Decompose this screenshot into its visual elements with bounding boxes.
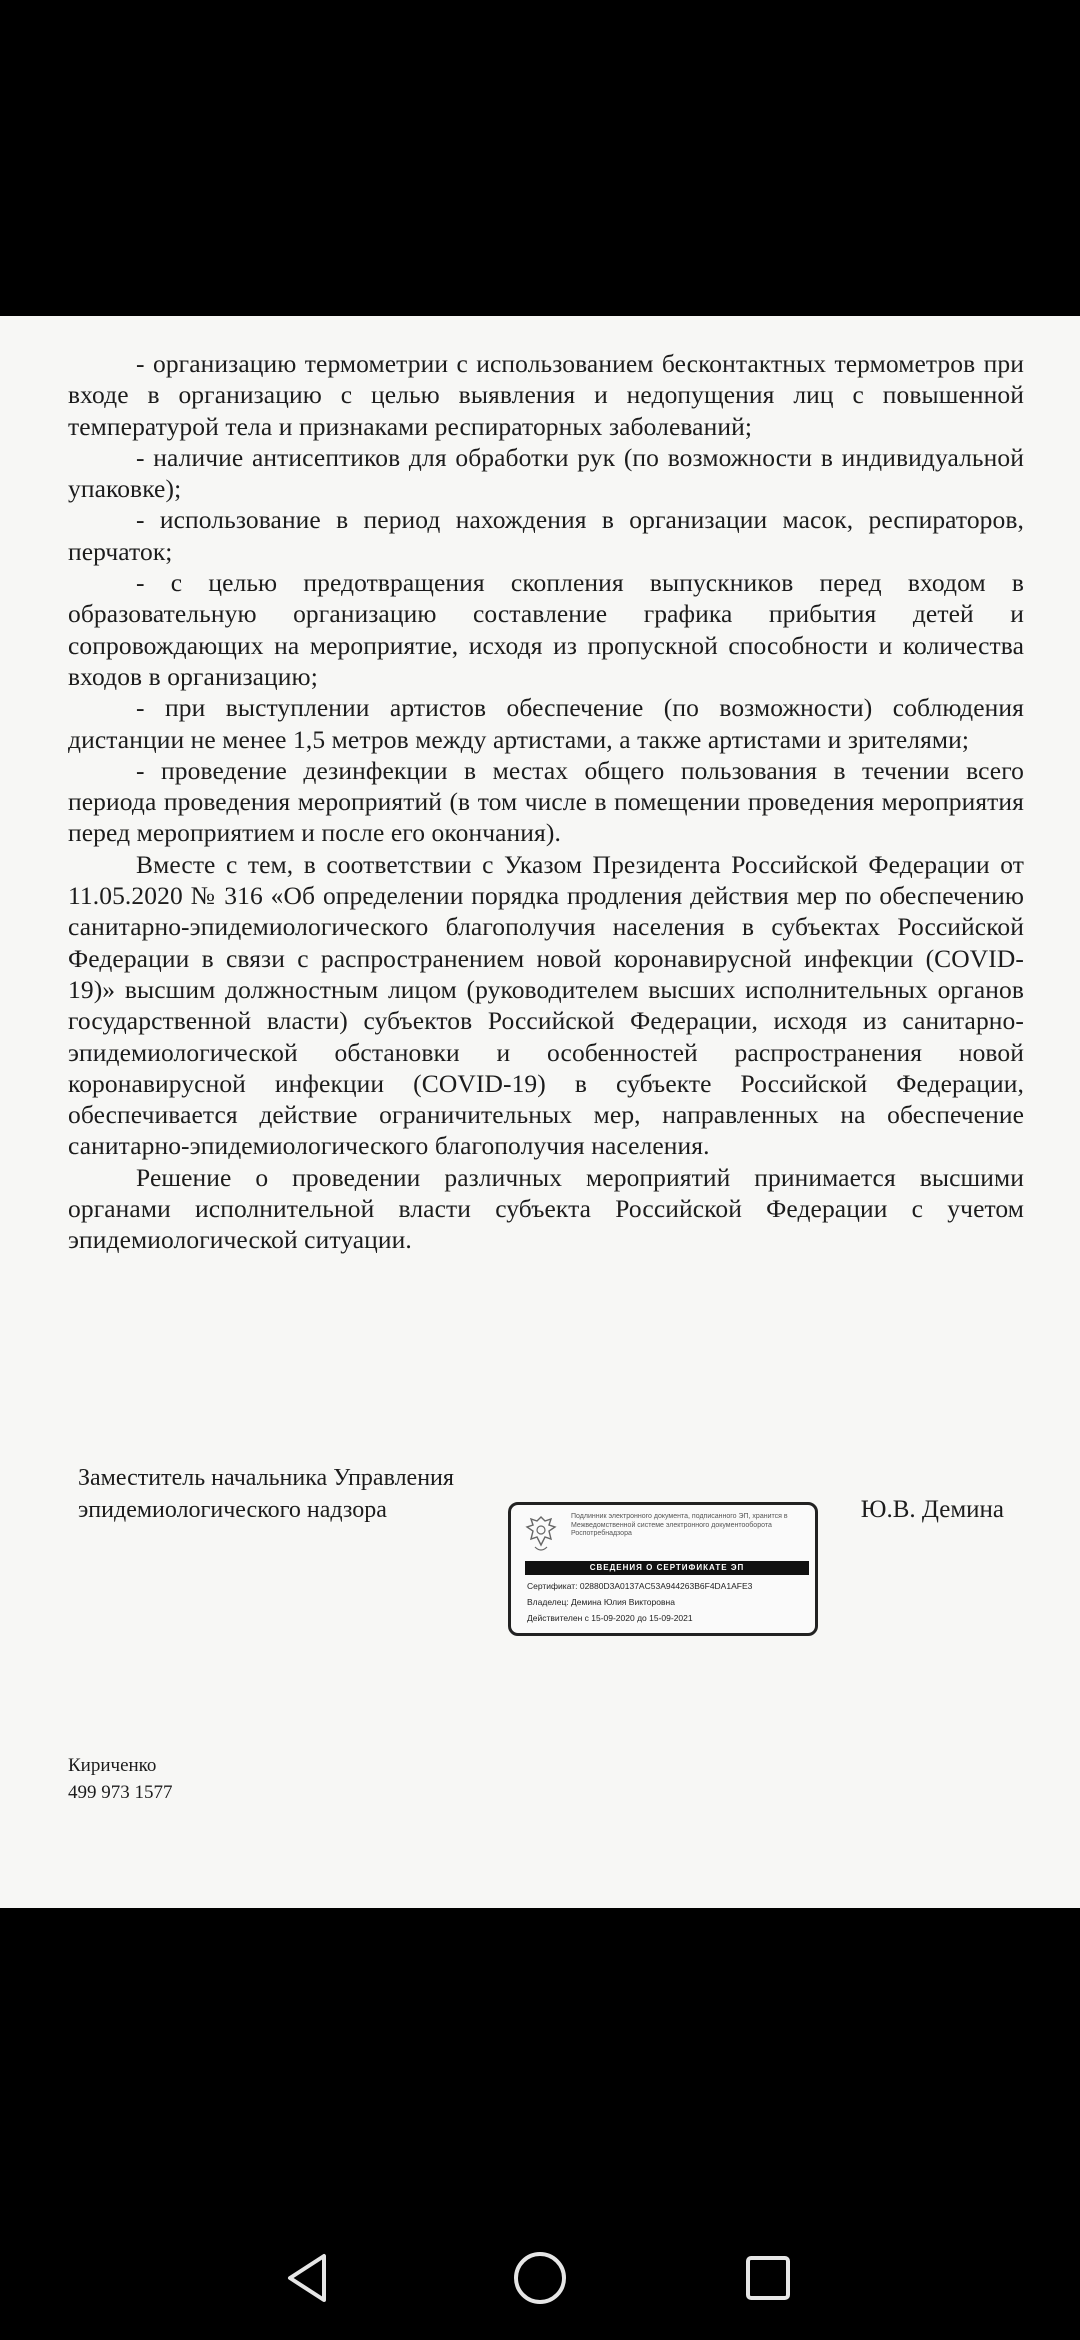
stamp-header: СВЕДЕНИЯ О СЕРТИФИКАТЕ ЭП xyxy=(525,1561,809,1575)
home-circle-icon xyxy=(512,2250,568,2306)
stamp-validity: Действителен с 15-09-2020 до 15-09-2021 xyxy=(527,1613,693,1623)
contact-name: Кириченко xyxy=(68,1755,157,1776)
stamp-note: Подлинник электронного документа, подписанного ЭП, хранится в Межведомственной системе электронного документооборота Роспотребнадзора xyxy=(571,1513,788,1537)
paragraph-thermometry: - организацию термометрии с использованием бесконтактных термометров при входе в организацию с целью выявления и недопущения лиц с повышенной температурой тела и признаками респираторных заболеваний; xyxy=(68,349,1024,441)
recents-square-icon xyxy=(744,2254,792,2302)
paragraph-disinfection: - проведение дезинфекции в местах общего пользования в течении всего периода проведения мероприятий (в том числе в помещении проведения мероприятия перед мероприятием и после его окончания). xyxy=(68,755,1024,848)
coat-of-arms-icon xyxy=(521,1513,561,1555)
top-black-area xyxy=(0,0,1080,316)
back-button[interactable] xyxy=(268,2238,348,2318)
stamp-certificate: Сертификат: 02880D3A0137AC53A944263B6F4DA1AFE3 xyxy=(527,1581,753,1591)
signatory-title-line2: эпидемиологического надзора xyxy=(78,1497,387,1523)
signatory-title xyxy=(78,1462,454,1526)
paragraph-distance: - при выступлении артистов обеспечение (по возможности) соблюдения дистанции не менее 1,5 метров между артистами, а также артистами и зрителями; xyxy=(68,693,1024,754)
paragraph-decree: Вместе с тем, в соответствии с Указом Президента Российской Федерации от 11.05.2020 № 316 «Об определении порядка продления действия мер по обеспечению санитарно-эпидемиологического благополучия населения в субъектах Российской Федерации в связи с распространением новой коронавирусной инфекции (COVID-19)» высшим должностным лицом (руководителем высших исполнительных органов государственной власти) субъектов Российской Федерации, исходя из санитарно-эпидемиологической обстановки и особенностей распространения новой коронавирусной инфекции (COVID-19) в субъекте Российской Федерации, обеспечивается действие ограничительных мер, направленных на обеспечение санитарно-эпидемиологического благополучия населения. xyxy=(68,849,1024,1161)
electronic-signature-stamp xyxy=(508,1502,818,1636)
paragraph-masks: - использование в период нахождения в организации масок, респираторов, перчаток; xyxy=(68,505,1024,566)
home-button[interactable] xyxy=(500,2238,580,2318)
signatory-title-line1: Заместитель начальника Управления xyxy=(78,1465,454,1491)
contact-phone: 499 973 1577 xyxy=(68,1782,173,1803)
paragraph-schedule: - с целью предотвращения скопления выпускников перед входом в образовательную организацию составление графика прибытия детей и сопровождающих на мероприятие, исходя из пропускной способности и количества входов в организацию; xyxy=(68,568,1024,691)
back-triangle-icon xyxy=(284,2252,332,2304)
stamp-owner: Владелец: Демина Юлия Викторовна xyxy=(527,1597,675,1607)
contact-block xyxy=(68,1752,173,1806)
paragraph-antiseptics: - наличие антисептиков для обработки рук (по возможности в индивидуальной упаковке); xyxy=(68,442,1024,504)
paragraph-decision: Решение о проведении различных мероприятий принимается высшими органами исполнительной власти субъекта Российской Федерации с учетом эпидемиологической ситуации. xyxy=(68,1162,1024,1255)
recents-button[interactable] xyxy=(728,2238,808,2318)
document-body xyxy=(68,348,1024,1256)
document-page[interactable] xyxy=(0,316,1080,1908)
signatory-name: Ю.В. Демина xyxy=(860,1496,1004,1523)
